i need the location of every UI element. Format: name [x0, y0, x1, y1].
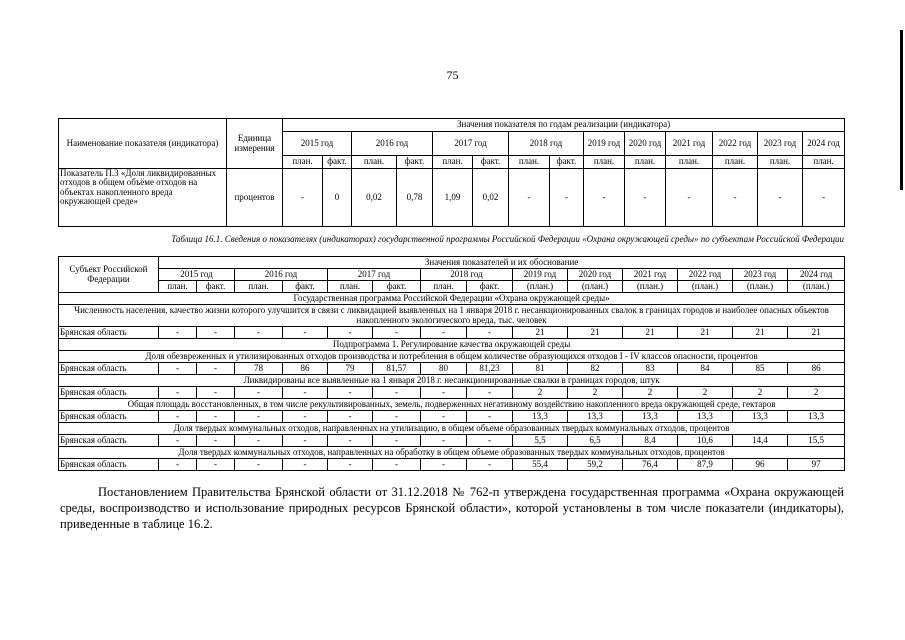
- fact-header: факт.: [197, 281, 235, 293]
- value-cell: 13,3: [678, 411, 733, 423]
- value-cell: 2: [788, 387, 845, 399]
- plan-header: план.: [509, 156, 550, 169]
- value-cell: -: [328, 387, 373, 399]
- year-header: 2017 год: [433, 132, 509, 156]
- table-row: [59, 327, 845, 339]
- value-cell: -: [197, 327, 235, 339]
- plan-header: план.: [328, 281, 373, 293]
- header-unit: Единица измерения: [227, 119, 283, 169]
- table-caption: Таблица 16.1. Сведения о показателях (индикаторах) государственной программы Российской Федерации «Охрана окружающей среды» по субъектам Российской Федерации: [171, 234, 844, 244]
- plan-header: план.: [421, 281, 467, 293]
- value-cell: 6,5: [568, 435, 623, 447]
- fact-header: факт.: [467, 281, 513, 293]
- value-cell: -: [421, 411, 467, 423]
- value-cell: 96: [733, 459, 788, 471]
- body-paragraph: Постановлением Правительства Брянской области от 31.12.2018 № 762-п утверждена государственная программа «Охрана окружающей среды, воспроизводство и использование природных ресурсов Брянской области», которой установлены в том числе показатели (индикаторы), приведенные в таблице 16.2.: [60, 485, 844, 531]
- value-cell: -: [235, 459, 283, 471]
- fact-header: факт.: [473, 156, 509, 169]
- value-cell: -: [235, 435, 283, 447]
- value-cell: 8,4: [623, 435, 678, 447]
- region-cell: Брянская область: [59, 459, 159, 471]
- value-cell: -: [159, 327, 197, 339]
- year-header: 2015 год: [283, 132, 352, 156]
- plan-header: план.: [352, 156, 397, 169]
- value-cell: -: [625, 169, 666, 227]
- value-cell: -: [467, 435, 513, 447]
- region-cell: Брянская область: [59, 435, 159, 447]
- table-row: [59, 459, 845, 471]
- year-header: 2020 год: [568, 269, 623, 281]
- value-cell: 2: [733, 387, 788, 399]
- value-cell: 21: [788, 327, 845, 339]
- year-header: 2022 год: [713, 132, 758, 156]
- value-cell: -: [283, 327, 328, 339]
- region-cell: Брянская область: [59, 363, 159, 375]
- indicator-name-cell: Показатель П.3 «Доля ликвидированных отходов в общем объёме отходов на объектах накопленного вреда окружающей среде»: [59, 169, 227, 227]
- year-header: 2016 год: [235, 269, 328, 281]
- value-cell: -: [197, 459, 235, 471]
- value-cell: -: [328, 435, 373, 447]
- year-header: 2018 год: [421, 269, 513, 281]
- year-header: 2021 год: [666, 132, 713, 156]
- value-cell: 81: [513, 363, 568, 375]
- value-cell: -: [421, 459, 467, 471]
- plan-header: план.: [713, 156, 758, 169]
- value-cell: -: [328, 459, 373, 471]
- value-cell: 13,3: [733, 411, 788, 423]
- value-cell: 0,02: [352, 169, 397, 227]
- region-cell: Брянская область: [59, 411, 159, 423]
- value-cell: 55,4: [513, 459, 568, 471]
- value-cell: -: [235, 387, 283, 399]
- value-cell: -: [159, 387, 197, 399]
- value-cell: -: [283, 435, 328, 447]
- plan-header: план.: [159, 281, 197, 293]
- plan-header: план.: [666, 156, 713, 169]
- value-cell: 13,3: [513, 411, 568, 423]
- header-subject: Субъект Российской Федерации: [59, 257, 159, 293]
- plan-header: (план.): [788, 281, 845, 293]
- value-cell: 21: [623, 327, 678, 339]
- year-header: 2019 год: [584, 132, 625, 156]
- table-row: [59, 387, 845, 399]
- value-cell: -: [509, 169, 550, 227]
- regional-indicators-table: [58, 256, 845, 471]
- value-cell: -: [421, 327, 467, 339]
- value-cell: 21: [513, 327, 568, 339]
- value-cell: 2: [678, 387, 733, 399]
- indicator-title-row: Общая площадь восстановленных, в том числе рекультивированных, земель, подверженных негативному воздействию накопленного вреда окружающей среде, гектаров: [59, 399, 845, 411]
- fact-header: факт.: [323, 156, 352, 169]
- plan-header: план.: [433, 156, 473, 169]
- value-cell: 0,78: [397, 169, 433, 227]
- value-cell: 81,23: [467, 363, 513, 375]
- value-cell: -: [159, 411, 197, 423]
- fact-header: факт.: [397, 156, 433, 169]
- value-cell: -: [666, 169, 713, 227]
- fact-header: факт.: [550, 156, 584, 169]
- year-header: 2023 год: [733, 269, 788, 281]
- year-header: 2016 год: [352, 132, 433, 156]
- value-cell: -: [283, 169, 323, 227]
- value-cell: 80: [421, 363, 467, 375]
- indicator-title-row: Доля твердых коммунальных отходов, направленных на утилизацию, в общем объеме образованных твердых коммунальных отходов, процентов: [59, 423, 845, 435]
- plan-header: план.: [625, 156, 666, 169]
- value-cell: 84: [678, 363, 733, 375]
- table-row: [59, 435, 845, 447]
- year-header: 2017 год: [328, 269, 421, 281]
- year-header: 2024 год: [788, 269, 845, 281]
- fact-header: факт.: [373, 281, 421, 293]
- value-cell: -: [373, 435, 421, 447]
- value-cell: 87,9: [678, 459, 733, 471]
- value-cell: -: [235, 327, 283, 339]
- value-cell: 86: [788, 363, 845, 375]
- year-header: 2022 год: [678, 269, 733, 281]
- value-cell: -: [467, 387, 513, 399]
- value-cell: 1,09: [433, 169, 473, 227]
- value-cell: 86: [283, 363, 328, 375]
- value-cell: -: [197, 363, 235, 375]
- fact-header: факт.: [283, 281, 328, 293]
- indicator-title-row: Доля обезвреженных и утилизированных отходов производства и потребления в общем количестве образующихся отходов I - IV классов опасности, процентов: [59, 351, 845, 363]
- plan-header: план.: [803, 156, 845, 169]
- value-cell: 85: [733, 363, 788, 375]
- value-cell: 13,3: [623, 411, 678, 423]
- program-title-row: Государственная программа Российской Федерации «Охрана окружающей среды»: [59, 293, 845, 305]
- value-cell: 15,5: [788, 435, 845, 447]
- value-cell: -: [328, 411, 373, 423]
- value-cell: -: [421, 387, 467, 399]
- header-indicator-name: Наименование показателя (индикатора): [59, 119, 227, 169]
- value-cell: -: [328, 327, 373, 339]
- plan-header: план.: [235, 281, 283, 293]
- value-cell: 10,6: [678, 435, 733, 447]
- value-cell: -: [758, 169, 803, 227]
- value-cell: 76,4: [623, 459, 678, 471]
- value-cell: 82: [568, 363, 623, 375]
- value-cell: 13,3: [788, 411, 845, 423]
- subprogram-title-row: Подпрограмма 1. Регулирование качества окружающей среды: [59, 339, 845, 351]
- value-cell: 79: [328, 363, 373, 375]
- region-cell: Брянская область: [59, 387, 159, 399]
- value-cell: -: [159, 363, 197, 375]
- value-cell: -: [283, 459, 328, 471]
- value-cell: -: [803, 169, 845, 227]
- value-cell: -: [159, 459, 197, 471]
- value-cell: -: [467, 327, 513, 339]
- indicator-title-row: Доля твердых коммунальных отходов, направленных на обработку в общем объеме образованных твердых коммунальных отходов, процентов: [59, 447, 845, 459]
- plan-header: (план.): [733, 281, 788, 293]
- page-edge-line: [900, 30, 903, 190]
- value-cell: 2: [568, 387, 623, 399]
- value-cell: -: [373, 459, 421, 471]
- value-cell: 81,57: [373, 363, 421, 375]
- plan-header: план.: [584, 156, 625, 169]
- value-cell: -: [159, 435, 197, 447]
- indicator-unit-cell: процентов: [227, 169, 283, 227]
- plan-header: (план.): [678, 281, 733, 293]
- value-cell: -: [197, 411, 235, 423]
- year-header: 2023 год: [758, 132, 803, 156]
- indicator-table: [58, 118, 845, 227]
- value-cell: -: [421, 435, 467, 447]
- table-row: [59, 363, 845, 375]
- value-cell: 13,3: [568, 411, 623, 423]
- plan-header: (план.): [623, 281, 678, 293]
- value-cell: -: [283, 411, 328, 423]
- value-cell: -: [467, 459, 513, 471]
- plan-header: (план.): [568, 281, 623, 293]
- year-header: 2024 год: [803, 132, 845, 156]
- indicator-title-row: Численность населения, качество жизни которого улучшится в связи с ликвидацией выявленных на 1 января 2018 г. несанкционированных свалок в границах городов и наиболее опасных объектов накопленного экологического вреда, тыс. человек: [59, 305, 845, 327]
- value-cell: -: [467, 411, 513, 423]
- region-cell: Брянская область: [59, 327, 159, 339]
- value-cell: 0: [323, 169, 352, 227]
- value-cell: 83: [623, 363, 678, 375]
- table-row: [59, 411, 845, 423]
- header-values: Значения показателя по годам реализации (индикатора): [283, 119, 845, 132]
- value-cell: 78: [235, 363, 283, 375]
- value-cell: -: [373, 327, 421, 339]
- indicator-title-row: Ликвидированы все выявленные на 1 января 2018 г. несанкционированные свалки в границах городов, штук: [59, 375, 845, 387]
- value-cell: -: [373, 387, 421, 399]
- value-cell: 59,2: [568, 459, 623, 471]
- value-cell: -: [713, 169, 758, 227]
- year-header: 2020 год: [625, 132, 666, 156]
- year-header: 2015 год: [159, 269, 235, 281]
- value-cell: -: [584, 169, 625, 227]
- page-number: 75: [446, 68, 459, 82]
- value-cell: 5,5: [513, 435, 568, 447]
- value-cell: 0,02: [473, 169, 509, 227]
- value-cell: 2: [513, 387, 568, 399]
- plan-header: план.: [758, 156, 803, 169]
- plan-header: план.: [283, 156, 323, 169]
- plan-header: (план.): [513, 281, 568, 293]
- year-header: 2019 год: [513, 269, 568, 281]
- year-header: 2021 год: [623, 269, 678, 281]
- value-cell: 97: [788, 459, 845, 471]
- value-cell: -: [550, 169, 584, 227]
- value-cell: 21: [568, 327, 623, 339]
- value-cell: 2: [623, 387, 678, 399]
- value-cell: 21: [733, 327, 788, 339]
- year-header: 2018 год: [509, 132, 584, 156]
- value-cell: -: [197, 387, 235, 399]
- value-cell: -: [283, 387, 328, 399]
- header-values: Значения показателей и их обоснование: [159, 257, 845, 269]
- value-cell: -: [197, 435, 235, 447]
- value-cell: 21: [678, 327, 733, 339]
- value-cell: -: [235, 411, 283, 423]
- value-cell: -: [373, 411, 421, 423]
- value-cell: 14,4: [733, 435, 788, 447]
